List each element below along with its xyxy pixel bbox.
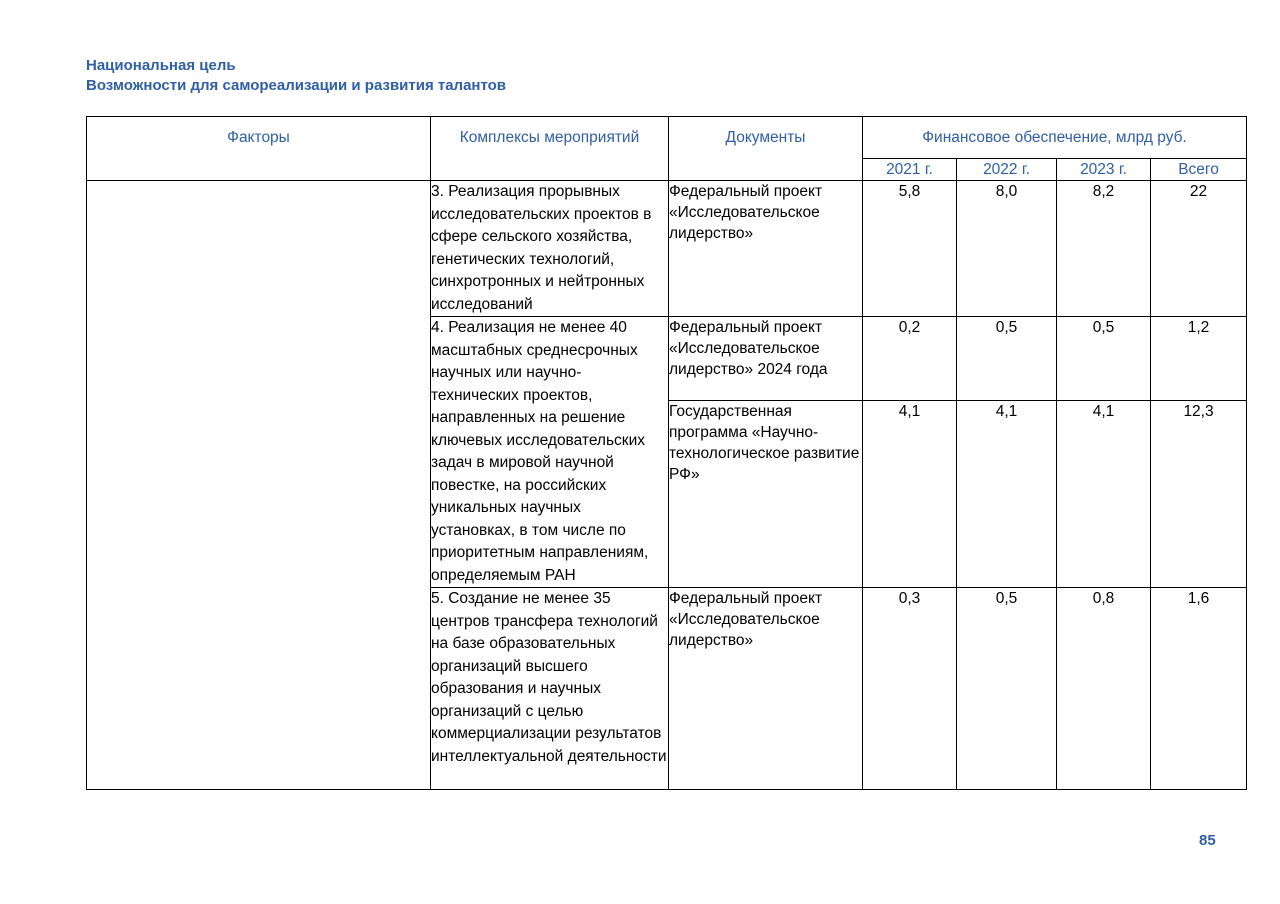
header-total: Всего xyxy=(1151,159,1247,181)
measure-cell: 3. Реализация прорывных исследовательских проектов в сфере сельского хозяйства, генетических технологий, синхротронных и нейтронных исследований xyxy=(431,181,669,317)
value-total: 12,3 xyxy=(1151,401,1247,588)
value-2023: 4,1 xyxy=(1057,401,1151,588)
heading-goal-title: Возможности для самореализации и развития талантов xyxy=(86,77,507,94)
header-documents: Документы xyxy=(669,117,863,181)
factors-cell xyxy=(87,181,431,790)
header-year-2023: 2023 г. xyxy=(1057,159,1151,181)
value-2022: 0,5 xyxy=(957,588,1057,790)
value-total: 1,6 xyxy=(1151,588,1247,790)
header-factors: Факторы xyxy=(87,117,431,181)
value-2023: 0,8 xyxy=(1057,588,1151,790)
document-cell: Федеральный проект «Исследовательское лидерство» xyxy=(669,181,863,317)
header-finance: Финансовое обеспечение, млрд руб. xyxy=(863,117,1247,159)
value-2022: 4,1 xyxy=(957,401,1057,588)
measure-cell: 5. Создание не менее 35 центров трансфера технологий на базе образовательных организаций высшего образования и научных организаций с целью коммерциализации результатов интеллектуальной деятельности xyxy=(431,588,669,790)
header-year-2021: 2021 г. xyxy=(863,159,957,181)
value-2023: 8,2 xyxy=(1057,181,1151,317)
value-2021: 0,3 xyxy=(863,588,957,790)
document-cell: Государственная программа «Научно-технологическое развитие РФ» xyxy=(669,401,863,588)
value-2021: 0,2 xyxy=(863,317,957,401)
header-year-2022: 2022 г. xyxy=(957,159,1057,181)
value-total: 1,2 xyxy=(1151,317,1247,401)
value-2021: 4,1 xyxy=(863,401,957,588)
value-2023: 0,5 xyxy=(1057,317,1151,401)
value-2022: 0,5 xyxy=(957,317,1057,401)
measure-cell: 4. Реализация не менее 40 масштабных среднесрочных научных или научно-технических проектов, направленных на решение ключевых исследовательских задач в мировой научной повестке, на российских уникальных научных установках, в том числе по приоритетным направлениям, определяемым РАН xyxy=(431,317,669,588)
page-heading xyxy=(86,56,506,96)
value-2021: 5,8 xyxy=(863,181,957,317)
value-total: 22 xyxy=(1151,181,1247,317)
document-cell: Федеральный проект «Исследовательское лидерство» 2024 года xyxy=(669,317,863,401)
page-number: 85 xyxy=(1199,832,1216,849)
value-2022: 8,0 xyxy=(957,181,1057,317)
heading-national-goal: Национальная цель xyxy=(86,57,236,74)
header-measures: Комплексы мероприятий xyxy=(431,117,669,181)
funding-table xyxy=(86,116,1247,790)
document-cell: Федеральный проект «Исследовательское лидерство» xyxy=(669,588,863,790)
table-row xyxy=(87,181,1247,317)
